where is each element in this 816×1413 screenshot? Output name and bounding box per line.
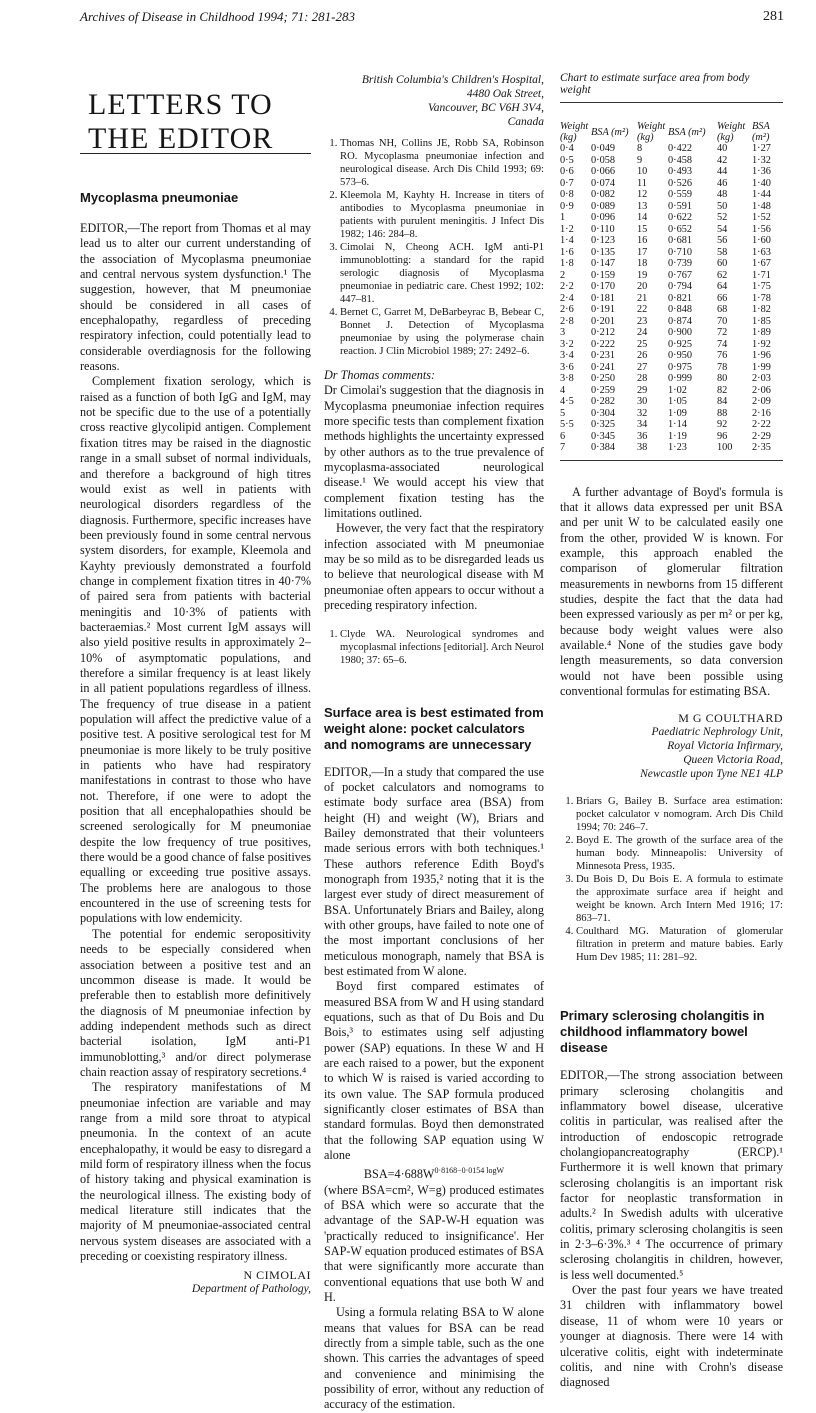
table-cell: 0·710 xyxy=(668,246,693,258)
table-cell: 1·2 xyxy=(560,223,574,235)
table-row xyxy=(560,247,783,259)
table-cell: 0·123 xyxy=(591,235,616,246)
table-cell: 1·82 xyxy=(752,304,771,315)
letter-1-references xyxy=(324,137,544,358)
table-row xyxy=(560,442,783,454)
table-caption: Chart to estimate surface area from body weight xyxy=(560,72,750,96)
table-cell: 46 xyxy=(717,177,728,189)
table-cell: 3·8 xyxy=(560,373,574,384)
column-header: BSA (m²) xyxy=(591,126,629,138)
section-title-line-1: LETTERS TO xyxy=(88,88,273,121)
table-cell: 92 xyxy=(717,419,728,430)
table-cell: 52 xyxy=(717,212,728,223)
table-cell: 2·03 xyxy=(752,373,771,384)
address-line: Canada xyxy=(507,116,544,128)
table-cell: 0·493 xyxy=(668,166,693,177)
table-cell: 26 xyxy=(637,350,648,361)
table-cell: 1·44 xyxy=(752,189,771,200)
author-name: M G COULTHARD xyxy=(678,711,783,726)
table-cell: 0·652 xyxy=(668,223,693,235)
table-cell: 0·5 xyxy=(560,154,574,166)
letter-1-signature xyxy=(80,1268,311,1296)
table-row xyxy=(560,419,783,431)
table-cell: 1·6 xyxy=(560,246,574,258)
table-row xyxy=(560,316,783,328)
table-cell: 1·02 xyxy=(668,384,687,396)
table-row xyxy=(560,293,783,305)
letter-3-title: Primary sclerosing cholangitis in childhood inflammatory bowel disease xyxy=(560,1008,765,1056)
table-cell: 0·384 xyxy=(591,442,616,453)
table-cell: 0·066 xyxy=(591,166,616,177)
table-cell: 7 xyxy=(560,442,566,453)
table-cell: 1·75 xyxy=(752,281,771,292)
table-cell: 58 xyxy=(717,246,728,258)
table-cell: 2·4 xyxy=(560,292,574,304)
table-cell: 27 xyxy=(637,361,648,373)
table-cell: 3 xyxy=(560,327,566,338)
table-cell: 96 xyxy=(717,430,728,442)
table-row xyxy=(560,212,783,224)
table-cell: 0·925 xyxy=(668,338,693,350)
reply-paragraph: Dr Cimolai's suggestion that the diagnosis in Mycoplasma pneumoniae infection requires more specific tests than complement fixation methods highlights the uncertainty expressed by other authors as to the true prevalence of mycoplasma-associated neurological disease.¹ We would accept his view that complement fixation testing has the limitations outlined. xyxy=(324,383,545,521)
table-cell: 1·23 xyxy=(668,442,687,453)
table-cell: 1·27 xyxy=(752,143,771,154)
table-cell: 1·96 xyxy=(752,350,771,361)
table-cell: 0·345 xyxy=(591,430,616,442)
table-row xyxy=(560,224,783,236)
table-cell: 22 xyxy=(637,304,648,315)
table-cell: 0·325 xyxy=(591,419,616,430)
table-cell: 4·5 xyxy=(560,396,574,407)
table-cell: 42 xyxy=(717,154,728,166)
table-cell: 4 xyxy=(560,384,566,396)
table-cell: 1·67 xyxy=(752,258,771,269)
table-cell: 2·29 xyxy=(752,430,771,442)
table-row xyxy=(560,408,783,420)
table-cell: 1·60 xyxy=(752,235,771,246)
table-cell: 0·422 xyxy=(668,143,693,154)
table-cell: 21 xyxy=(637,292,648,304)
column-1 xyxy=(80,190,311,1296)
table-cell: 15 xyxy=(637,223,648,235)
column-header: Weight (kg) xyxy=(717,121,746,143)
table-row xyxy=(560,258,783,270)
table-cell: 2·8 xyxy=(560,315,574,327)
table-cell: 1·52 xyxy=(752,212,771,223)
table-row xyxy=(560,143,783,155)
column-header: BSA (m²) xyxy=(668,126,706,138)
table-cell: 0·212 xyxy=(591,327,616,338)
table-cell: 54 xyxy=(717,223,728,235)
table-cell: 44 xyxy=(717,166,728,177)
table-cell: 16 xyxy=(637,235,648,246)
table-row xyxy=(560,327,783,339)
table-cell: 2 xyxy=(560,269,566,281)
table-cell: 1·63 xyxy=(752,246,771,258)
table-body xyxy=(560,143,783,454)
table-cell: 0·304 xyxy=(591,407,616,419)
table-row xyxy=(560,431,783,443)
table-cell: 0·241 xyxy=(591,361,616,373)
page-number: 281 xyxy=(763,9,784,24)
address-line: Paediatric Nephrology Unit, xyxy=(651,726,783,739)
table-row xyxy=(560,270,783,282)
table-cell: 9 xyxy=(637,154,643,166)
table-cell: 0·739 xyxy=(668,258,693,269)
table-cell: 18 xyxy=(637,258,648,269)
table-cell: 0·874 xyxy=(668,315,693,327)
table-cell: 74 xyxy=(717,338,728,350)
table-cell: 19 xyxy=(637,269,648,281)
address-line: Queen Victoria Road, xyxy=(683,754,783,767)
table-cell: 0·110 xyxy=(591,223,615,235)
table-row xyxy=(560,178,783,190)
table-cell: 0·526 xyxy=(668,177,693,189)
table-cell: 72 xyxy=(717,327,728,338)
table-cell: 0·201 xyxy=(591,315,616,327)
table-row xyxy=(560,396,783,408)
table-cell: 0·159 xyxy=(591,269,616,281)
table-cell: 1·09 xyxy=(668,407,687,419)
table-cell: 84 xyxy=(717,396,728,407)
table-cell: 1·19 xyxy=(668,430,687,442)
letter-2-paragraph: (where BSA=cm², W=g) produced estimates of BSA which were so accurate that the advantage of the SAP-W-H equation was 'practically reduced to insignificance'. Her SAP-W equation produced estimates of BSA that were significantly more accurate than conventional equations that use both W and H. xyxy=(324,1182,544,1304)
reply-paragraph: However, the very fact that the respiratory infection associated with M pneumoniae may be so mild as to be disregarded leads us to believe that neurological disease with M pneumoniae often appears to occur without a preceding respiratory infection. xyxy=(324,521,544,613)
table-row xyxy=(560,166,783,178)
table-cell: 3·6 xyxy=(560,361,574,373)
table-cell: 20 xyxy=(637,281,648,292)
table-cell: 0·282 xyxy=(591,396,616,407)
table-cell: 1·8 xyxy=(560,258,574,269)
table-cell: 1·71 xyxy=(752,269,771,281)
table-cell: 2·06 xyxy=(752,384,771,396)
reference: 1. Briars G, Bailey B. Surface area estimation: pocket calculator v nomogram. Arch Dis Child 1994; 70: 246–7. xyxy=(576,795,783,834)
letter-2-paragraph: A further advantage of Boyd's formula is that it allows data expressed per unit BSA and per unit W to be calculated easily one from the other, provided W is known. For example, this approach enabled the comparison of glomerular filtration measurements in newborns from 15 different studies, despite the fact that the data had been expressed variously as per m² or per kg, because body weight values were also available.⁴ None of the studies gave body length measurements, so data conversion would not have been possible using conventional formulas for estimating BSA. xyxy=(560,484,783,698)
table-cell: 62 xyxy=(717,269,728,281)
reference: 1. Clyde WA. Neurological syndromes and mycoplasmal infections [editorial]. Arch Neurol 1980; 37: 65–6. xyxy=(340,628,544,667)
table-row xyxy=(560,350,783,362)
table-cell: 17 xyxy=(637,246,648,258)
address-line: Vancouver, BC V6H 3V4, xyxy=(428,102,544,114)
table-cell: 3·2 xyxy=(560,338,574,350)
table-cell: 5 xyxy=(560,407,566,419)
reference: 3. Du Bois D, Du Bois E. A formula to estimate the approximate surface area if height and weight be known. Arch Intern Med 1916; 17: 863–71. xyxy=(576,873,783,925)
table-cell: 76 xyxy=(717,350,728,361)
table-cell: 1·14 xyxy=(668,419,687,430)
table-cell: 12 xyxy=(637,189,648,200)
table-cell: 0·231 xyxy=(591,350,616,361)
table-cell: 0·058 xyxy=(591,154,616,166)
table-cell: 0·6 xyxy=(560,166,574,177)
formula-exponent: 0·8168−0·0154 logW xyxy=(434,1166,505,1176)
table-cell: 14 xyxy=(637,212,648,223)
table-cell: 0·181 xyxy=(591,292,616,304)
table-cell: 60 xyxy=(717,258,728,269)
table-cell: 82 xyxy=(717,384,728,396)
table-row xyxy=(560,189,783,201)
table-cell: 66 xyxy=(717,292,728,304)
table-cell: 1·89 xyxy=(752,327,771,338)
letter-2-paragraph: Using a formula relating BSA to W alone means that values for BSA can be read directly from a simple table, such as the one shown. This carries the advantages of speed and convenience and minimising the possibility of error, without any reduction of accuracy of the estimation. xyxy=(324,1305,544,1412)
table-cell: 38 xyxy=(637,442,648,453)
table-cell: 1·78 xyxy=(752,292,771,304)
table-cell: 0·622 xyxy=(668,212,693,223)
table-cell: 56 xyxy=(717,235,728,246)
table-row xyxy=(560,385,783,397)
table-row xyxy=(560,281,783,293)
table-cell: 0·767 xyxy=(668,269,693,281)
reference: 1. Thomas NH, Collins JE, Robb SA, Robinson RO. Mycoplasma pneumoniae infection and neurological disease. Arch Dis Child 1993; 69: 573–6. xyxy=(340,137,544,189)
address-line: Newcastle upon Tyne NE1 4LP xyxy=(640,768,783,781)
section-rule xyxy=(80,153,311,154)
table-cell: 13 xyxy=(637,200,648,212)
letter-1-title: Mycoplasma pneumoniae xyxy=(80,190,239,205)
address-line: British Columbia's Children's Hospital, xyxy=(361,74,544,86)
table-cell: 0·458 xyxy=(668,154,693,166)
table-cell: 2·35 xyxy=(752,442,771,453)
column-header: BSA (m²) xyxy=(752,121,770,143)
table-cell: 29 xyxy=(637,384,648,396)
address-line: Royal Victoria Infirmary, xyxy=(667,740,783,753)
author-name: N CIMOLAI xyxy=(243,1268,311,1283)
table-row xyxy=(560,373,783,385)
table-cell: 34 xyxy=(637,419,648,430)
table-cell: 0·049 xyxy=(591,143,616,154)
address-line: 4480 Oak Street, xyxy=(466,88,544,100)
table-cell: 0·900 xyxy=(668,327,693,338)
table-cell: 3·4 xyxy=(560,350,574,361)
reference: 4. Coulthard MG. Maturation of glomerular filtration in preterm and mature babies. Early Hum Dev 1985; 11: 281–92. xyxy=(576,925,783,964)
table-cell: 30 xyxy=(637,396,648,407)
letter-2-title: Surface area is best estimated from weight alone: pocket calculators and nomograms are unnecessary xyxy=(324,704,544,752)
table-cell: 0·8 xyxy=(560,189,574,200)
table-cell: 1·56 xyxy=(752,223,771,235)
bsa-table xyxy=(560,121,783,454)
table-cell: 24 xyxy=(637,327,648,338)
table-cell: 36 xyxy=(637,430,648,442)
table-cell: 0·4 xyxy=(560,143,574,154)
table-cell: 2·09 xyxy=(752,396,771,407)
table-cell: 0·848 xyxy=(668,304,693,315)
table-cell: 0·250 xyxy=(591,373,616,384)
table-row xyxy=(560,155,783,167)
table-cell: 0·259 xyxy=(591,384,616,396)
letter-1-paragraph: The potential for endemic seropositivity needs to be especially considered when association between a positive test and an uncommon disease is made. It would be preferable then to establish more definitively the diagnosis of M pneumoniae infection by adding independent methods such as direct bacterial isolation, IgM anti-P1 immunoblotting,³ and/or direct polymerase chain reaction assay of respiratory secretions.⁴ xyxy=(80,926,311,1079)
letter-1-paragraph: Complement fixation serology, which is raised as a function of both IgG and IgM, may not be specific due to the use of a potentially cross reactive glycolipid antigen. Complement fixation titres may be raised in the diagnostic range in a small subset of normal individuals, and therefore a background of high titres would exist as well in patients with neurological disorders regardless of the diagnosis. Furthermore, specific increases have been previously found in some central nervous system disorders, for example, Kleemola and Kayhty previously demonstrated a fourfold change in complement fixation titres in 40·7% of paired sera from patients with bacterial meningitis and 10·3% of patients with bacteraemias.² Most current IgM assays will also yield positive results in approximately 2–10% of asymptomatic populations, and therefore a similar frequency is at least likely in all patient populations regardless of illness. The frequency of true disease in a patient population will affect the predictive value of a positive test. A positive serological test for M pneumoniae is more likely to be truly positive in patients who have had respiratory manifestations in contrast to those who have not. Therefore, if one were to adopt the position that all encephalopathies should be screened serologically for M pneumoniae despite the low frequency of true positives, there would be a good chance of false positives equalling or exceeding true positive assays. The problems here are analogous to those encountered in the use of screening tests for populations with low endemicity. xyxy=(80,374,311,926)
table-cell: 1·4 xyxy=(560,235,574,246)
table-cell: 0·096 xyxy=(591,212,616,223)
table-cell: 2·2 xyxy=(560,281,574,292)
table-cell: 5·5 xyxy=(560,419,574,430)
table-cell: 64 xyxy=(717,281,728,292)
table-cell: 0·794 xyxy=(668,281,693,292)
table-cell: 1·05 xyxy=(668,396,687,407)
table-cell: 32 xyxy=(637,407,648,419)
table-cell: 48 xyxy=(717,189,728,200)
table-cell: 40 xyxy=(717,143,728,154)
table-row xyxy=(560,304,783,316)
table-cell: 2·16 xyxy=(752,407,771,419)
table-cell: 0·170 xyxy=(591,281,616,292)
table-cell: 80 xyxy=(717,373,728,384)
letter-1-paragraph: The respiratory manifestations of M pneumoniae infection are variable and may range from a mild sore throat to atypical pneumonia. In the context of an acute encephalopathy, it would be easy to disregard a mild form of respiratory illness when the focus of history taking and physical examination is the neurological illness. The existing body of medical literature still indicates that the majority of M pneumoniae-associated central nervous system diseases are associated with a preceding or coexisting respiratory illness. xyxy=(80,1080,311,1264)
table-cell: 1 xyxy=(560,212,566,223)
table-cell: 8 xyxy=(637,143,643,154)
table-cell: 11 xyxy=(637,177,647,189)
table-cell: 100 xyxy=(717,442,733,453)
section-title-line-2: THE EDITOR xyxy=(88,122,274,155)
table-cell: 0·222 xyxy=(591,338,616,350)
column-2 xyxy=(324,73,544,1413)
table-cell: 1·32 xyxy=(752,154,771,166)
letter-1-paragraph: EDITOR,—The report from Thomas et al may lead us to alter our current understanding of the association of Mycoplasma pneumoniae and central nervous system dysfunction.¹ The suggestion, however, that M pneumoniae should be considered in all cases of encephalopathy, regardless of preceding respiratory infection, could potentially lead to considerable overdiagnosis for the following reasons. xyxy=(80,221,311,374)
table-cell: 10 xyxy=(637,166,648,177)
column-3 xyxy=(560,72,783,1391)
table-cell: 23 xyxy=(637,315,648,327)
table-cell: 70 xyxy=(717,315,728,327)
table-cell: 1·92 xyxy=(752,338,771,350)
table-cell: 0·975 xyxy=(668,361,693,373)
table-cell: 0·089 xyxy=(591,200,616,212)
table-cell: 68 xyxy=(717,304,728,315)
table-cell: 28 xyxy=(637,373,648,384)
reply-references xyxy=(324,628,544,667)
reference: 3. Cimolai N, Cheong ACH. IgM anti-P1 immunoblotting: a standard for the rapid serologic diagnosis of Mycoplasma pneumoniae in pediatric care. Chest 1992; 102: 447–81. xyxy=(340,241,544,306)
table-row xyxy=(560,339,783,351)
table-cell: 0·147 xyxy=(591,258,616,269)
table-row xyxy=(560,201,783,213)
table-cell: 0·999 xyxy=(668,373,693,384)
table-cell: 0·082 xyxy=(591,189,616,200)
letter-3-paragraph: EDITOR,—The strong association between primary sclerosing cholangitis and inflammatory bowel disease, ulcerative colitis in particular, was realised after the introduction of endoscopic retrograde cholangiopancreatography (ERCP).¹ Furthermore it is well known that primary sclerosing cholangitis is an important risk factor for neoplastic transformation in adults.² In Swedish adults with ulcerative colitis, primary sclerosing cholangitis is seen in 2·3–6·3%.³ ⁴ The occurrence of primary sclerosing cholangitis in children, however, is less well documented.⁵ xyxy=(560,1068,783,1282)
table-cell: 0·681 xyxy=(668,235,693,246)
table-cell: 2·6 xyxy=(560,304,574,315)
table-row xyxy=(560,362,783,374)
table-cell: 0·821 xyxy=(668,292,693,304)
running-header: Archives of Disease in Childhood 1994; 71: 281-283 xyxy=(80,9,356,24)
table-cell: 1·99 xyxy=(752,361,771,373)
table-cell: 0·950 xyxy=(668,350,693,361)
column-header: Weight (kg) xyxy=(560,121,589,143)
letter-2-references xyxy=(560,795,783,964)
table-cell: 0·591 xyxy=(668,200,693,212)
letter-2-signature xyxy=(560,711,783,781)
reference: 2. Kleemola M, Kayhty H. Increase in titers of antibodies to Mycoplasma pneumoniae in patients with purulent meningitis. J Infect Dis 1982; 146: 284–8. xyxy=(340,189,544,241)
table-cell: 6 xyxy=(560,430,566,442)
table-cell: 0·074 xyxy=(591,177,616,189)
table-cell: 0·9 xyxy=(560,200,574,212)
table-cell: 25 xyxy=(637,338,648,350)
reply-title: Dr Thomas comments: xyxy=(324,368,436,382)
table-cell: 0·135 xyxy=(591,246,616,258)
letter-2-paragraph: EDITOR,—In a study that compared the use of pocket calculators and nomograms to estimate body surface area (BSA) from height (H) and weight (W), Briars and Bailey demonstrated that their volunteers made serious errors with both techniques.¹ These authors reference Edith Boyd's monograph from 1935,² noting that it is the largest ever study of direct measurement of BSA. Unfortunately Briars and Bailey, along with other groups, have failed to note one of the most important conclusions of her meticulous monograph, namely that BSA is best estimated from W alone. xyxy=(324,764,544,978)
author-dept: Department of Pathology, xyxy=(191,1283,311,1296)
table-cell: 78 xyxy=(717,361,728,373)
section-title xyxy=(88,88,273,156)
table-cell: 1·85 xyxy=(752,315,771,327)
letter-1-address xyxy=(324,73,544,129)
table-cell: 0·7 xyxy=(560,177,574,189)
table-row xyxy=(560,235,783,247)
table-cell: 50 xyxy=(717,200,728,212)
reference: 4. Bernet C, Garret M, DeBarbeyrac B, Bebear C, Bonnet J. Detection of Mycoplasma pneumoniae by using the polymerase chain reaction. J Clin Microbiol 1989; 27: 2492–6. xyxy=(340,306,544,358)
reference: 2. Boyd E. The growth of the surface area of the human body. Minneapolis: University of Minnesota Press, 1935. xyxy=(576,834,783,873)
letter-2-paragraph: Boyd first compared estimates of measured BSA from W and H using standard equations, such as that of Du Bois and Du Bois,³ to estimates using self adjusting power (SAP) equations. In these W and H are each raised to a power, but the exponent to which W is raised is varied according to its own value. The SAP formula produced significantly closer estimates of BSA than standard formulas. Boyd then demonstrated that the following SAP equation using W alone xyxy=(324,979,544,1163)
column-header: Weight (kg) xyxy=(637,121,666,143)
table-cell: 88 xyxy=(717,407,728,419)
table-header-row xyxy=(560,121,783,143)
table-cell: 0·559 xyxy=(668,189,693,200)
table-cell: 1·36 xyxy=(752,166,771,177)
table-cell: 0·191 xyxy=(591,304,616,315)
table-cell: 2·22 xyxy=(752,419,771,430)
table-cell: 1·48 xyxy=(752,200,771,212)
table-cell: 1·40 xyxy=(752,177,771,189)
letter-3-paragraph: Over the past four years we have treated 31 children with inflammatory bowel disease, 11 of whom were 10 years or younger at diagnosis. There were 14 with ulcerative colitis, eight with indeterminate colitis, and nine with Crohn's disease diagnosed xyxy=(560,1283,783,1390)
formula-base: BSA=4·688W xyxy=(363,1167,435,1182)
bsa-formula xyxy=(324,1163,544,1182)
